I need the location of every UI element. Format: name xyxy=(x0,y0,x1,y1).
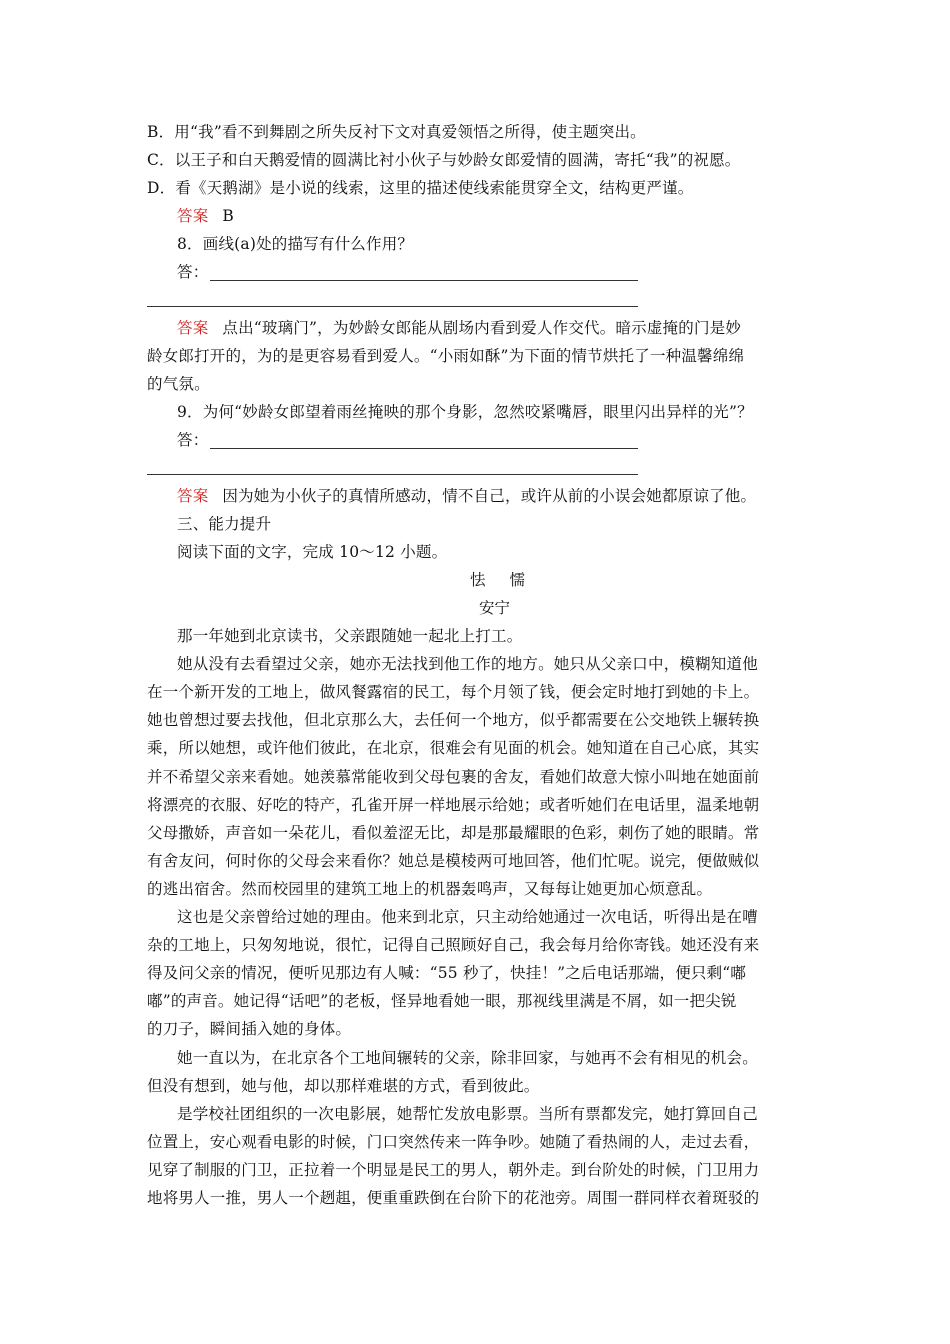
q9-answer xyxy=(177,485,756,507)
article-line: 她一直以为，在北京各个工地间辗转的父亲，除非回家，与她再不会有相见的机会。 xyxy=(177,1049,758,1067)
q8-question: 8．画线(a)处的描写有什么作用？ xyxy=(177,235,414,253)
title-char: 懦 xyxy=(509,571,526,589)
answer-blank-line xyxy=(210,448,638,449)
article-line: 的刀子，瞬间插入她的身体。 xyxy=(147,1020,352,1038)
answer-label: 答案 xyxy=(177,487,209,505)
answer-label: 答案 xyxy=(177,207,209,225)
article-line: 杂的工地上，只匆匆地说，很忙，记得自己照顾好自己，我会每月给你寄钱。她还没有来 xyxy=(147,936,760,954)
answer-label: 答案 xyxy=(177,319,209,337)
answer-blank-line xyxy=(210,280,638,281)
answer-text: 点出“玻璃门”，为妙龄女郎能从剧场内看到爱人作交代。暗示虚掩的门是妙 xyxy=(222,319,742,337)
q8-answer-prompt: 答： xyxy=(177,263,209,281)
q8-answer-line-1 xyxy=(177,317,741,339)
q8-answer-line-2: 龄女郎打开的，为的是更容易看到爱人。“小雨如酥”为下面的情节烘托了一种温馨绵绵 xyxy=(147,347,745,365)
article-line: 她从没有去看望过父亲，她亦无法找到他工作的地方。她只从父亲口中，模糊知道他 xyxy=(177,655,758,673)
article-line: 将漂亮的衣服、好吃的特产，孔雀开屏一样地展示给她；或者听她们在电话里，温柔地朝 xyxy=(147,796,760,814)
q8-answer-line-3: 的气氛。 xyxy=(147,375,210,393)
article-line: 她也曾想过要去找他，但北京那么大，去任何一个地方，似乎都需要在公交地铁上辗转换 xyxy=(147,711,760,729)
answer-blank-line xyxy=(147,306,638,307)
article-line: 乘，所以她想，或许他们彼此，在北京，很难会有见面的机会。她知道在自己心底，其实 xyxy=(147,739,760,757)
article-line: 并不希望父亲来看她。她羡慕常能收到父母包裹的舍友，看她们故意大惊小叫地在她面前 xyxy=(147,768,760,786)
article-title xyxy=(458,569,537,591)
article-line: 这也是父亲曾给过她的理由。他来到北京，只主动给她通过一次电话，听得出是在嘈 xyxy=(177,908,758,926)
section-instruction: 阅读下面的文字，完成 10～12 小题。 xyxy=(177,543,448,561)
article-line: 的逃出宿舍。然而校园里的建筑工地上的机器轰鸣声，又每每让她更加心烦意乱。 xyxy=(147,880,713,898)
article-line: 地将男人一推，男人一个趔趄，便重重跌倒在台阶下的花池旁。周围一群同样衣着斑驳的 xyxy=(147,1189,760,1207)
article-line: 是学校社团组织的一次电影展，她帮忙发放电影票。当所有票都发完，她打算回自己 xyxy=(177,1105,758,1123)
q7-option-c: C．以王子和白天鹅爱情的圆满比衬小伙子与妙龄女郎爱情的圆满，寄托“我”的祝愿。 xyxy=(147,151,741,169)
article-line: 那一年她到北京读书，父亲跟随她一起北上打工。 xyxy=(177,627,523,645)
section-heading: 三、能力提升 xyxy=(177,515,272,533)
q7-option-d: D．看《天鹅湖》是小说的线索，这里的描述使线索能贯穿全文，结构更严谨。 xyxy=(147,179,694,197)
article-line: 在一个新开发的工地上，做风餐露宿的民工，每个月领了钱，便会定时地打到她的卡上。 xyxy=(147,683,760,701)
q7-option-b: B．用“我”看不到舞剧之所失反衬下文对真爱领悟之所得，使主题突出。 xyxy=(147,123,646,141)
article-author: 安宁 xyxy=(479,599,511,617)
title-char: 怯 xyxy=(470,571,486,589)
article-line: 得及问父亲的情况，便听见那边有人喊：“55 秒了，快挂！”之后电话那端，便只剩“嘟 xyxy=(147,964,747,982)
article-line: 父母撒娇，声音如一朵花儿，看似羞涩无比，却是那最耀眼的色彩，刺伤了她的眼睛。常 xyxy=(147,824,760,842)
q7-answer xyxy=(177,205,234,227)
q9-answer-prompt: 答： xyxy=(177,431,209,449)
article-line: 嘟”的声音。她记得“话吧”的老板，怪异地看她一眼，那视线里满是不屑，如一把尖锐 xyxy=(147,992,737,1010)
answer-value: B xyxy=(222,207,234,225)
article-line: 位置上，安心观看电影的时候，门口突然传来一阵争吵。她随了看热闹的人，走过去看， xyxy=(147,1133,760,1151)
answer-blank-line xyxy=(147,474,638,475)
article-line: 但没有想到，她与他，却以那样难堪的方式，看到彼此。 xyxy=(147,1077,540,1095)
q9-question: 9．为何“妙龄女郎望着雨丝掩映的那个身影，忽然咬紧嘴唇，眼里闪出异样的光”？ xyxy=(177,403,753,421)
article-line: 见穿了制服的门卫，正拉着一个明显是民工的男人，朝外走。到台阶处的时候，门卫用力 xyxy=(147,1161,760,1179)
answer-text: 因为她为小伙子的真情所感动，情不自己，或许从前的小误会她都原谅了他。 xyxy=(222,487,757,505)
article-line: 有舍友问，何时你的父母会来看你？她总是模棱两可地回答，他们忙呢。说完，便做贼似 xyxy=(147,852,760,870)
